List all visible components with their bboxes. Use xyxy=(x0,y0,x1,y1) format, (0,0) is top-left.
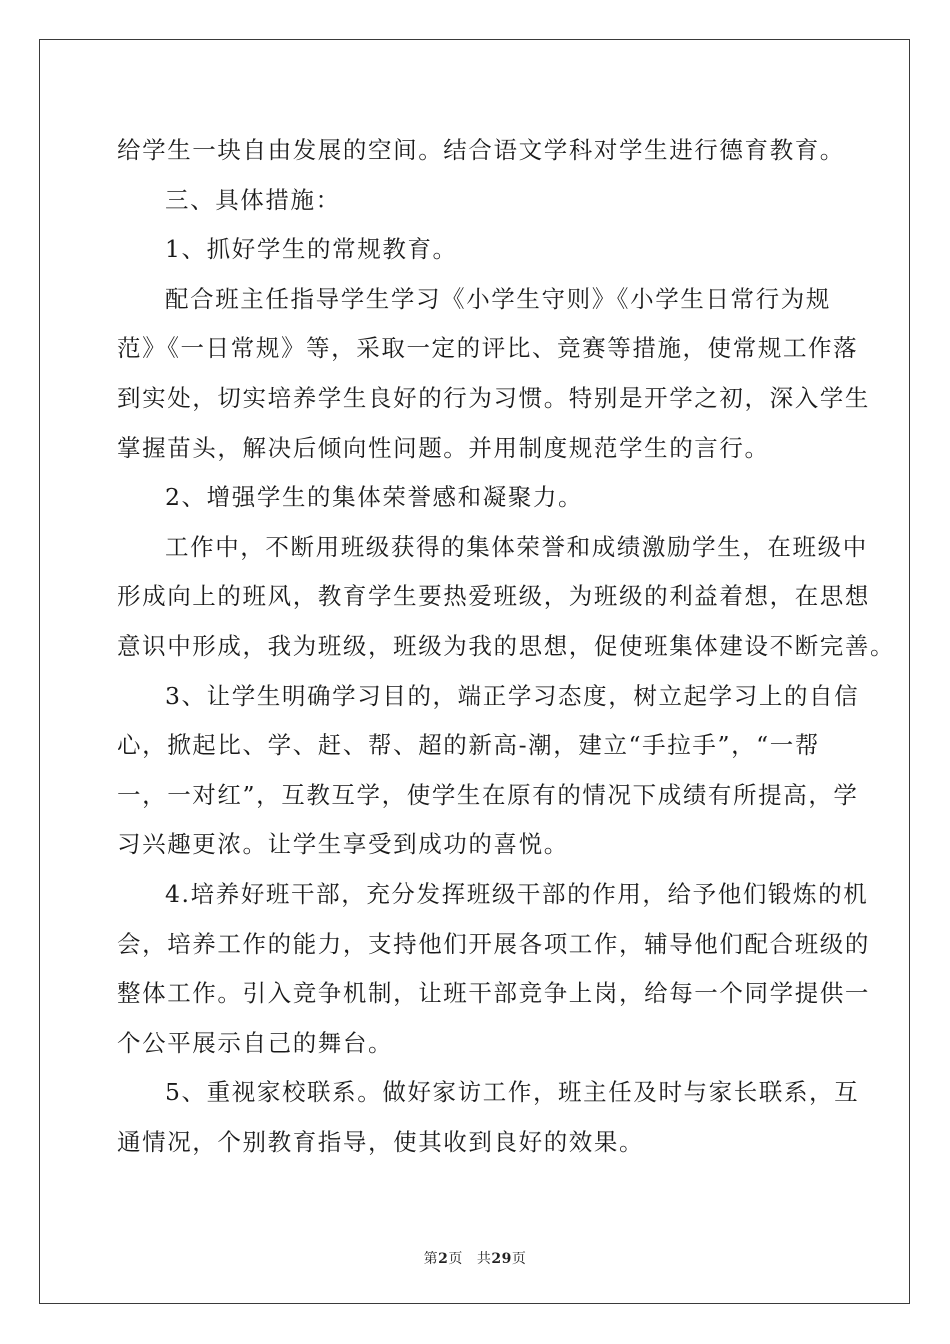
section-heading: 三、具体措施： xyxy=(165,185,341,214)
total-suffix: 页 xyxy=(511,1251,527,1267)
text-line: 工作中，不断用班级获得的集体荣誉和成绩激励学生，在班级中 xyxy=(165,532,868,561)
text-line: 掌握苗头，解决后倾向性问题。并用制度规范学生的言行。 xyxy=(117,433,770,462)
text-line: 配合班主任指导学生学习《小学生守则》《小学生日常行为规 xyxy=(165,284,831,313)
total-prefix: 共 xyxy=(476,1251,492,1267)
total-page-count: 29 xyxy=(491,1251,512,1267)
text-line: 范》《一日常规》等，采取一定的评比、竞赛等措施，使常规工作落 xyxy=(117,334,859,363)
text-line: 意识中形成，我为班级，班级为我的思想，促使班集体建设不断完善。 xyxy=(117,631,896,660)
text-line: 会，培养工作的能力，支持他们开展各项工作，辅导他们配合班级的 xyxy=(117,929,870,958)
text-line: 整体工作。引入竞争机制，让班干部竞争上岗，给每一个同学提供一 xyxy=(117,979,870,1008)
text-line: 个公平展示自己的舞台。 xyxy=(117,1028,394,1057)
item-heading-1: 1、抓好学生的常规教育。 xyxy=(165,235,458,264)
item-heading-5: 5、重视家校联系。做好家访工作，班主任及时与家长联系，互 xyxy=(165,1078,860,1107)
text-line: 通情况，个别教育指导，使其收到良好的效果。 xyxy=(117,1127,645,1156)
text-line: 一，一对红”，互教互学，使学生在原有的情况下成绩有所提高，学 xyxy=(117,780,859,809)
text-line: 形成向上的班风，教育学生要热爱班级，为班级的利益着想，在思想 xyxy=(117,582,870,611)
page-suffix: 页 xyxy=(448,1251,463,1267)
current-page-number: 2 xyxy=(438,1251,449,1267)
text-line: 到实处，切实培养学生良好的行为习惯。特别是开学之初，深入学生 xyxy=(117,383,870,412)
item-heading-3: 3、让学生明确学习目的，端正学习态度，树立起学习上的自信 xyxy=(165,681,860,710)
page-prefix: 第 xyxy=(423,1251,439,1267)
text-line: 给学生一块自由发展的空间。结合语文学科对学生进行德育教育。 xyxy=(117,136,845,164)
page-footer xyxy=(0,1248,950,1268)
document-body xyxy=(117,126,896,1167)
item-heading-4: 4.培养好班干部，充分发挥班级干部的作用，给予他们锻炼的机 xyxy=(165,879,869,908)
text-line: 习兴趣更浓。让学生享受到成功的喜悦。 xyxy=(117,830,569,859)
text-line: 心，掀起比、学、赶、帮、超的新高-潮，建立“手拉手”，“一帮 xyxy=(117,731,820,760)
item-heading-2: 2、增强学生的集体荣誉感和凝聚力。 xyxy=(165,483,584,512)
